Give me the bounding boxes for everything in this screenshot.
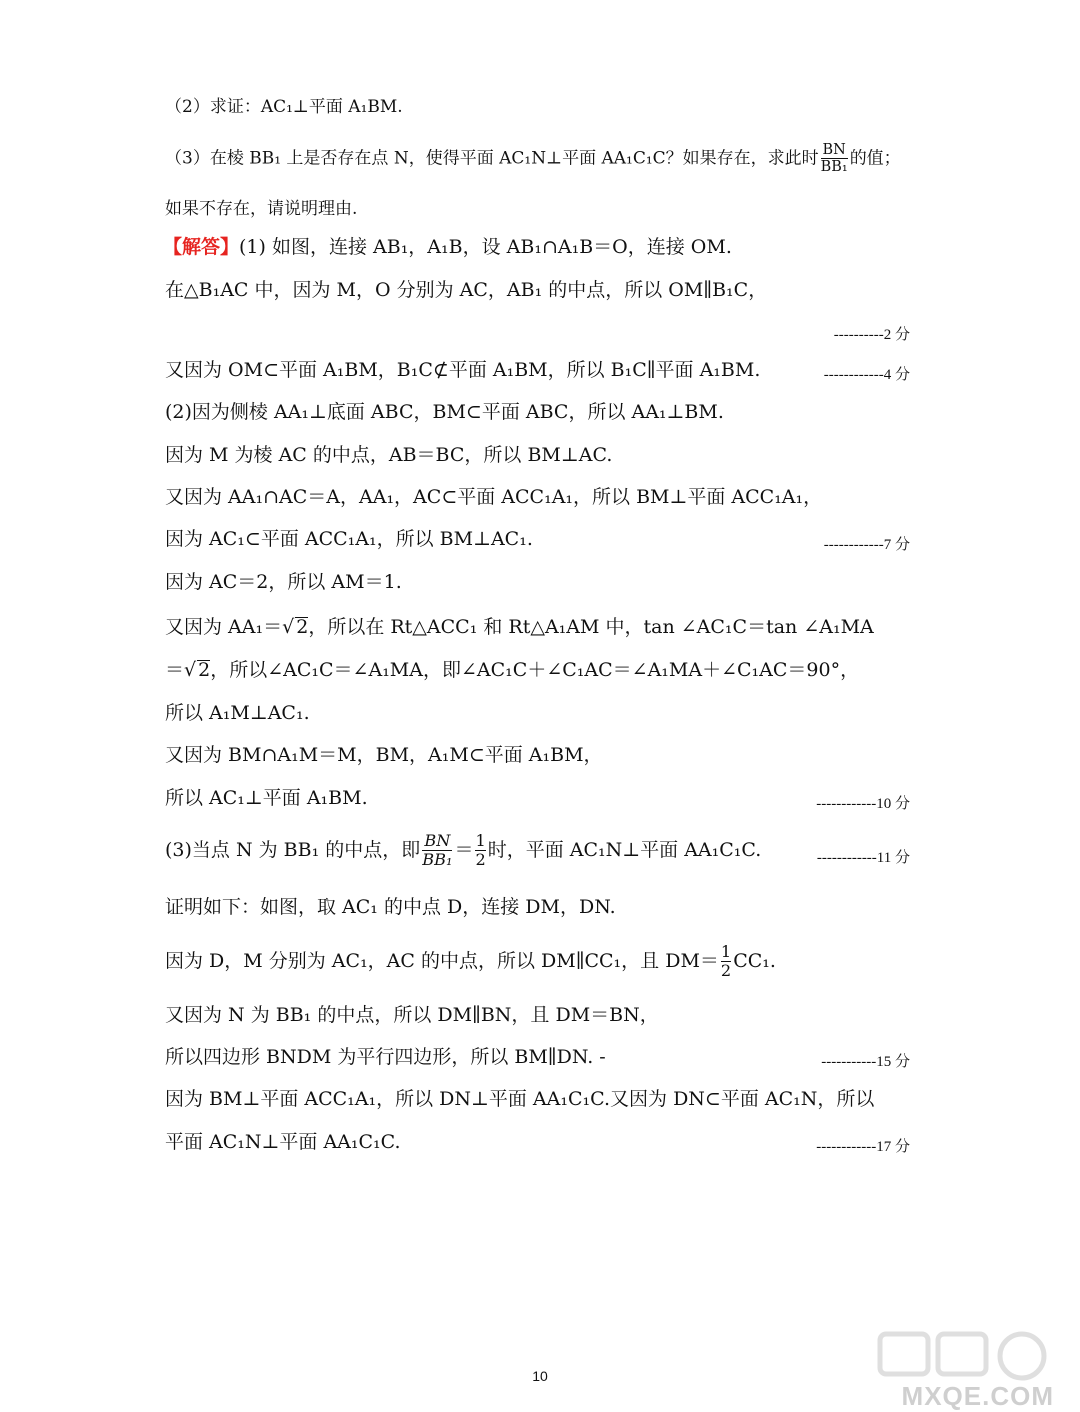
solution-1 <box>163 238 910 257</box>
solution-9 <box>165 617 910 637</box>
fraction-bn-bb1-2 <box>422 833 452 869</box>
score-4: ------------4 分 <box>823 367 910 383</box>
numerator: BN <box>424 831 451 850</box>
fraction-bn-bb1 <box>821 143 848 175</box>
denominator: BB₁ <box>820 159 848 176</box>
solution-1-text: (1) 如图，连接 AB₁，A₁B，设 AB₁∩A₁B＝O，连接 OM. <box>239 236 732 258</box>
solution-7: 因为 AC₁⊂平面 ACC₁A₁，所以 BM⊥AC₁. <box>165 528 533 550</box>
solution-16 <box>165 944 910 980</box>
question-3-line2: 如果不存在，请说明理由. <box>165 199 358 219</box>
solution-10-a: ＝ <box>165 659 185 681</box>
score-7: ------------7 分 <box>823 537 910 553</box>
equals: ＝ <box>454 838 474 861</box>
solution-16-b: CC₁. <box>733 949 776 972</box>
question-2: （2）求证：AC₁⊥平面 A₁BM. <box>165 97 403 117</box>
solution-5: 因为 M 为棱 AC 的中点，AB＝BC，所以 BM⊥AC. <box>165 444 613 466</box>
solution-9-a: 又因为 AA₁＝ <box>165 616 283 638</box>
solution-6: 又因为 AA₁∩AC＝A，AA₁，AC⊂平面 ACC₁A₁，所以 BM⊥平面 ACC₁A₁， <box>165 486 823 508</box>
solution-17: 又因为 N 为 BB₁ 的中点，所以 DM∥BN，且 DM＝BN， <box>165 1004 659 1026</box>
solution-9-b: ，所以在 Rt△ACC₁ 和 Rt△A₁AM 中，tan ∠AC₁C＝tan ∠A₁MA <box>308 616 874 638</box>
score-15: -----------15 分 <box>821 1054 910 1070</box>
solution-2: 在△B₁AC 中，因为 M，O 分别为 AC，AB₁ 的中点，所以 OM∥B₁C， <box>165 279 768 301</box>
score-2: ----------2 分 <box>833 327 910 343</box>
sqrt-symbol: √ <box>282 616 295 638</box>
denominator: 2 <box>720 960 732 980</box>
score-10: ------------10 分 <box>816 796 910 812</box>
numerator: BN <box>822 142 846 158</box>
sqrt-2: 2 <box>296 616 309 638</box>
solution-19: 因为 BM⊥平面 ACC₁A₁，所以 DN⊥平面 AA₁C₁C.又因为 DN⊂平面 AC₁N，所以 <box>165 1088 875 1110</box>
solution-18: 所以四边形 BNDM 为平行四边形，所以 BM∥DN. - <box>165 1046 606 1068</box>
solution-14 <box>165 833 910 869</box>
question-3-suffix: 的值； <box>849 148 901 169</box>
solution-14-a: (3)当点 N 为 BB₁ 的中点，即 <box>165 838 421 861</box>
score-11: ------------11 分 <box>816 850 910 866</box>
solution-10 <box>165 660 910 680</box>
score-17: ------------17 分 <box>816 1139 910 1155</box>
fraction-one-half <box>475 833 485 869</box>
solution-10-b: ，所以∠AC₁C＝∠A₁MA，即∠AC₁C＋∠C₁AC＝∠A₁MA＋∠C₁AC＝90°， <box>210 659 860 681</box>
sqrt-symbol-2: √ <box>184 659 197 681</box>
watermark-text: MXQE.COM <box>901 1381 1054 1411</box>
solution-8: 因为 AC＝2，所以 AM＝1. <box>165 571 402 593</box>
page-number: 10 <box>532 1368 548 1384</box>
question-3 <box>165 143 910 175</box>
solution-20: 平面 AC₁N⊥平面 AA₁C₁C. <box>165 1131 401 1153</box>
solution-15: 证明如下：如图，取 AC₁ 的中点 D，连接 DM，DN. <box>165 896 616 918</box>
question-3-text: （3）在棱 BB₁ 上是否存在点 N，使得平面 AC₁N⊥平面 AA₁C₁C？如果存在，求此时 <box>165 148 819 169</box>
solution-11: 所以 A₁M⊥AC₁. <box>165 702 310 724</box>
solution-13: 所以 AC₁⊥平面 A₁BM. <box>165 787 368 809</box>
denominator: 2 <box>475 849 486 869</box>
solution-3: 又因为 OM⊂平面 A₁BM，B₁C⊄平面 A₁BM，所以 B₁C∥平面 A₁BM. <box>165 359 761 381</box>
numerator: 1 <box>720 942 732 961</box>
answer-tag: 【解答】 <box>163 236 240 258</box>
denominator: BB₁ <box>422 849 453 869</box>
solution-16-a: 因为 D，M 分别为 AC₁，AC 的中点，所以 DM∥CC₁，且 DM＝ <box>165 949 719 972</box>
numerator: 1 <box>475 831 486 850</box>
fraction-one-half-2 <box>721 944 731 980</box>
sqrt-2b: 2 <box>198 659 211 681</box>
solution-14-b: 时，平面 AC₁N⊥平面 AA₁C₁C. <box>487 838 762 861</box>
solution-12: 又因为 BM∩A₁M＝M，BM，A₁M⊂平面 A₁BM， <box>165 744 603 766</box>
solution-4: (2)因为侧棱 AA₁⊥底面 ABC，BM⊂平面 ABC，所以 AA₁⊥BM. <box>165 401 724 423</box>
